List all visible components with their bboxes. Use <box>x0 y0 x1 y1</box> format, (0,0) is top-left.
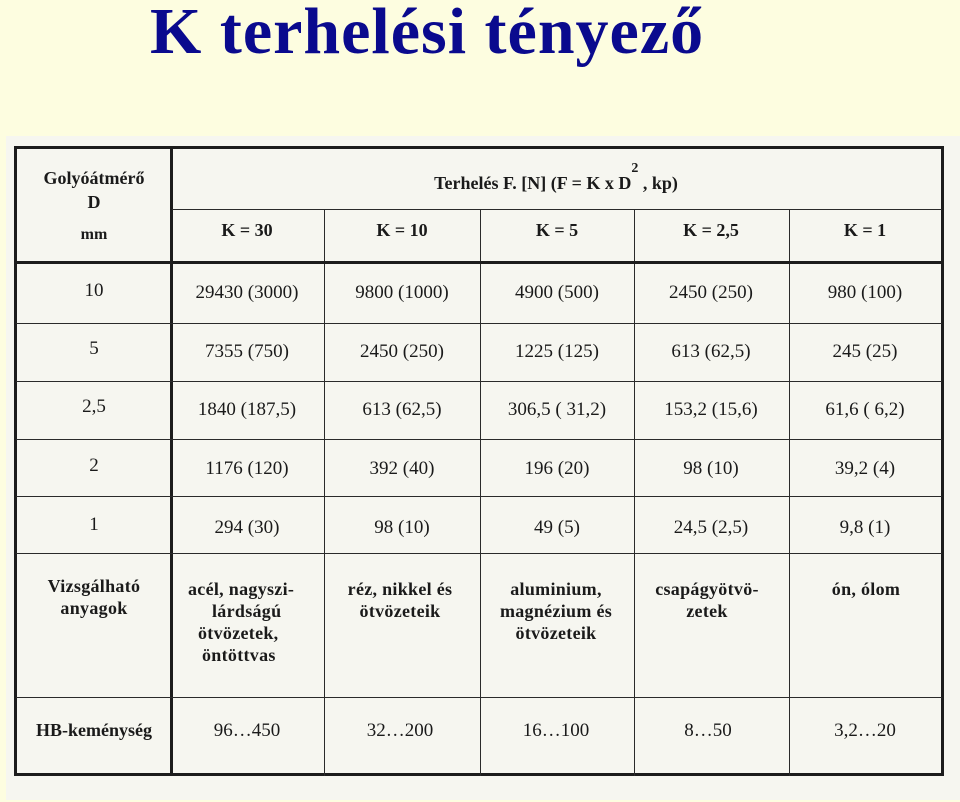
load-cell: 1840 (187,5) <box>197 399 297 420</box>
header-load-formula: Terhelés F. [N] (F = K x $D^2$ , kp) <box>434 161 678 193</box>
diameter-value: 2,5 <box>82 396 106 417</box>
materials-label: Vizsgálható anyagok <box>47 576 141 618</box>
k-header: K = 2,5 <box>683 220 739 240</box>
row-divider <box>16 261 942 264</box>
k-header: K = 5 <box>535 220 579 240</box>
load-cell: 613 (62,5) <box>671 341 751 362</box>
k-header: K = 30 <box>221 220 273 240</box>
row-divider <box>16 323 942 324</box>
row-divider <box>16 496 942 497</box>
load-cell: 392 (40) <box>369 458 435 479</box>
load-cell: 49 (5) <box>534 517 580 538</box>
hardness-cell: 8…50 <box>684 720 732 741</box>
column-divider <box>324 210 325 776</box>
materials-cell: ón, ólom <box>831 579 901 599</box>
hardness-cell: 32…200 <box>366 720 434 741</box>
hardness-label: HB-keménység <box>36 720 152 740</box>
load-cell: 98 (10) <box>683 458 739 479</box>
column-divider <box>170 148 173 776</box>
materials-cell: csapágyötvö- zetek <box>655 579 759 621</box>
hardness-cell: 96…450 <box>213 720 281 741</box>
header-diameter-label: Golyóátmérő <box>43 168 145 188</box>
hardness-cell: 16…100 <box>522 720 590 741</box>
diameter-value: 1 <box>89 514 99 535</box>
column-divider <box>634 210 635 776</box>
load-cell: 29430 (3000) <box>195 282 299 303</box>
table-frame <box>14 146 944 776</box>
load-cell: 196 (20) <box>524 458 590 479</box>
load-cell: 61,6 ( 6,2) <box>825 399 905 420</box>
load-cell: 153,2 (15,6) <box>664 399 758 420</box>
k-header: K = 1 <box>843 220 887 240</box>
load-cell: 1225 (125) <box>515 341 599 362</box>
diameter-value: 5 <box>89 338 99 359</box>
header-diameter-unit: mm <box>80 226 108 243</box>
load-cell: 24,5 (2,5) <box>673 517 749 538</box>
load-cell: 294 (30) <box>214 517 280 538</box>
materials-cell: acél, nagyszi- lárdságú ötvözetek, öntöttvas <box>188 579 295 665</box>
diameter-value: 2 <box>89 455 99 476</box>
row-divider <box>16 697 942 698</box>
formula-exponent: 2 <box>631 161 639 176</box>
load-cell: 98 (10) <box>374 517 430 538</box>
load-cell: 245 (25) <box>832 341 898 362</box>
load-cell: 613 (62,5) <box>362 399 442 420</box>
row-divider <box>172 209 942 210</box>
load-cell: 7355 (750) <box>205 341 289 362</box>
column-divider <box>480 210 481 776</box>
load-cell: 2450 (250) <box>360 341 444 362</box>
slide-title: K terhelési tényező <box>150 0 705 68</box>
materials-cell: réz, nikkel és ötvözeteik <box>347 579 453 621</box>
row-divider <box>16 553 942 554</box>
diameter-value: 10 <box>84 280 104 301</box>
k-header: K = 10 <box>376 220 428 240</box>
load-cell: 980 (100) <box>827 282 903 303</box>
load-cell: 9,8 (1) <box>839 517 891 538</box>
load-cell: 2450 (250) <box>669 282 753 303</box>
row-divider <box>16 381 942 382</box>
load-cell: 1176 (120) <box>205 458 289 479</box>
load-cell: 4900 (500) <box>515 282 599 303</box>
materials-cell: aluminium, magnézium és ötvözeteik <box>499 579 613 643</box>
row-divider <box>16 439 942 440</box>
header-diameter-symbol: D <box>87 192 101 212</box>
load-cell: 9800 (1000) <box>355 282 449 303</box>
load-cell: 306,5 ( 31,2) <box>507 399 607 420</box>
load-cell: 39,2 (4) <box>834 458 896 479</box>
hardness-cell: 3,2…20 <box>834 720 896 741</box>
column-divider <box>789 210 790 776</box>
